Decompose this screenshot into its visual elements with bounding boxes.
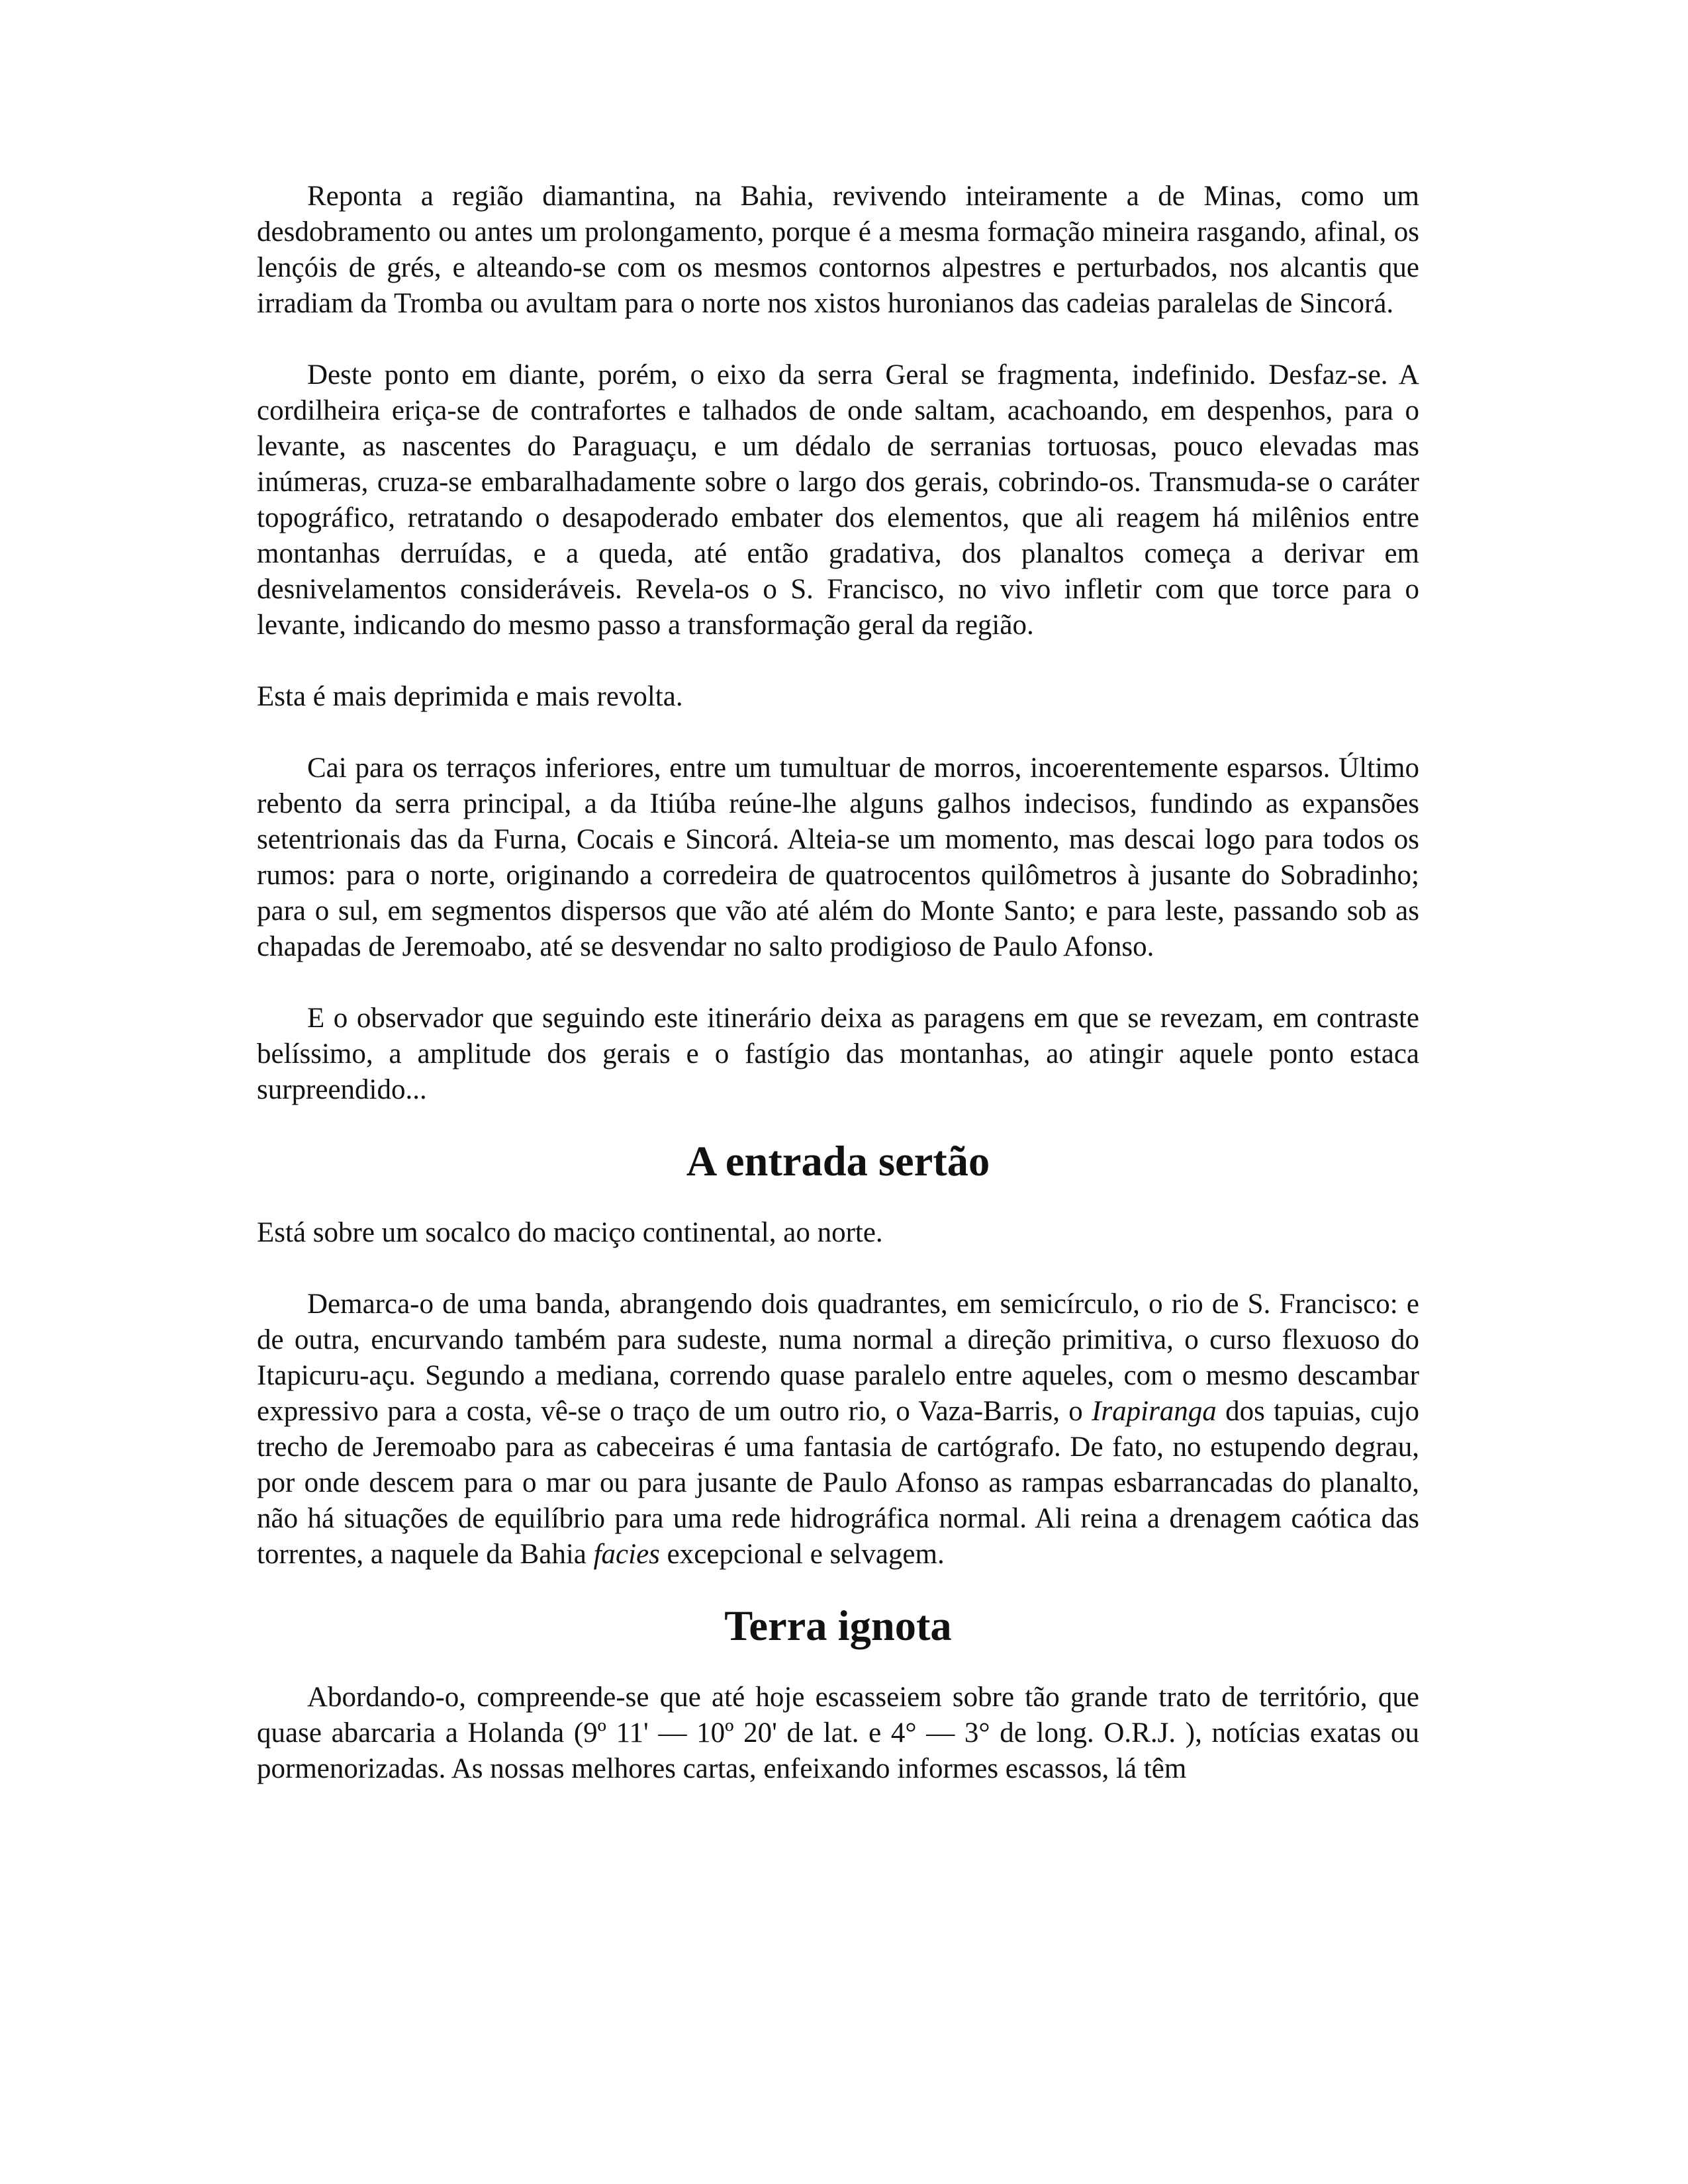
text-run: excepcional e selvagem.: [659, 1539, 945, 1570]
paragraph-observador: E o observador que seguindo este itinerário deixa as paragens em que se revezam, em contraste belíssimo, a amplitude dos gerais e o fastígio das montanhas, ao atingir aquele ponto estaca surpreendido...: [257, 1003, 1419, 1105]
document-page: [257, 179, 1419, 1823]
paragraph-terracos: Cai para os terraços inferiores, entre um tumultuar de morros, incoerentemente esparsos. Último rebento da serra principal, a da Itiúba reúne-lhe alguns galhos indecisos, fundindo as expansões setentrionais das da Furna, Cocais e Sincorá. Alteia-se um momento, mas descai logo para todos os rumos: para o norte, originando a corredeira de quatrocentos quilômetros à jusante do Sobradinho; para o sul, em segmentos dispersos que vão até além do Monte Santo; e para leste, passando sob as chapadas de Jeremoabo, até se desvendar no salto prodigioso de Paulo Afonso.: [257, 752, 1419, 962]
text-run: dos tapuias, cujo trecho de Jeremoabo para as cabeceiras é uma fantasia de cartógrafo. De fato, no estupendo degrau, por onde descem para o mar ou para jusante de Paulo Afonso as rampas esbarrancadas do planalto, não há situações de equilíbrio para uma rede hidrográfica normal. Ali reina a drenagem caótica das torrentes, a naquele da Bahia: [257, 1396, 1419, 1570]
paragraph-serra-geral: Deste ponto em diante, porém, o eixo da serra Geral se fragmenta, indefinido. Desfaz-se. A cordilheira eriça-se de contrafortes e talhados de onde saltam, acachoando, em despenhos, para o levante, as nascentes do Paraguaçu, e um dédalo de serranias tortuosas, pouco elevadas mas inúmeras, cruza-se embaralhadamente sobre o largo dos gerais, cobrindo-os. Transmuda-se o caráter topográfico, retratando o desapoderado embater dos elementos, que ali reagem há milênios entre montanhas derruídas, e a queda, até então gradativa, dos planaltos começa a derivar em desnivelamentos consideráveis. Revela-os o S. Francisco, no vivo infletir com que torce para o levante, indicando do mesmo passo a transformação geral da região.: [257, 359, 1419, 641]
italic-term-irapiranga: Irapiranga: [1092, 1396, 1217, 1427]
text-run: Demarca-o de uma banda, abrangendo dois quadrantes, em semicírculo, o rio de S. Francisco: e de outra, encurvando também para sudeste, numa normal a direção primitiva, o curso flexuoso do Itapicuru-açu. Segundo a mediana, correndo quase paralelo entre aqueles, com o mesmo descambar expressivo para a costa, vê-se o traço de um outro rio, o Vaza-Barris, o: [257, 1289, 1419, 1427]
paragraph-demarca: [257, 1287, 1419, 1572]
paragraph-socalco: Está sobre um socalco do maciço continental, ao norte.: [257, 1217, 883, 1248]
paragraph-regiao-diamantina: Reponta a região diamantina, na Bahia, revivendo inteiramente a de Minas, como um desdobramento ou antes um prolongamento, porque é a mesma formação mineira rasgando, afinal, os lençóis de grés, e alteando-se com os mesmos contornos alpestres e perturbados, nos alcantis que irradiam da Tromba ou avultam para o norte nos xistos huronianos das cadeias paralelas de Sincorá.: [257, 181, 1419, 319]
paragraph-abordando: Abordando-o, compreende-se que até hoje escasseiem sobre tão grande trato de território, que quase abarcaria a Holanda (9º 11' — 10º 20' de lat. e 4° — 3° de long. O.R.J. ), notícias exatas ou pormenorizadas. As nossas melhores cartas, enfeixando informes escassos, lá têm: [257, 1682, 1419, 1784]
section-heading-terra-ignota: Terra ignota: [724, 1602, 952, 1649]
italic-term-facies: facies: [593, 1539, 660, 1570]
paragraph-deprimida: Esta é mais deprimida e mais revolta.: [257, 681, 683, 712]
section-heading-entrada-sertao: A entrada sertão: [686, 1138, 990, 1185]
